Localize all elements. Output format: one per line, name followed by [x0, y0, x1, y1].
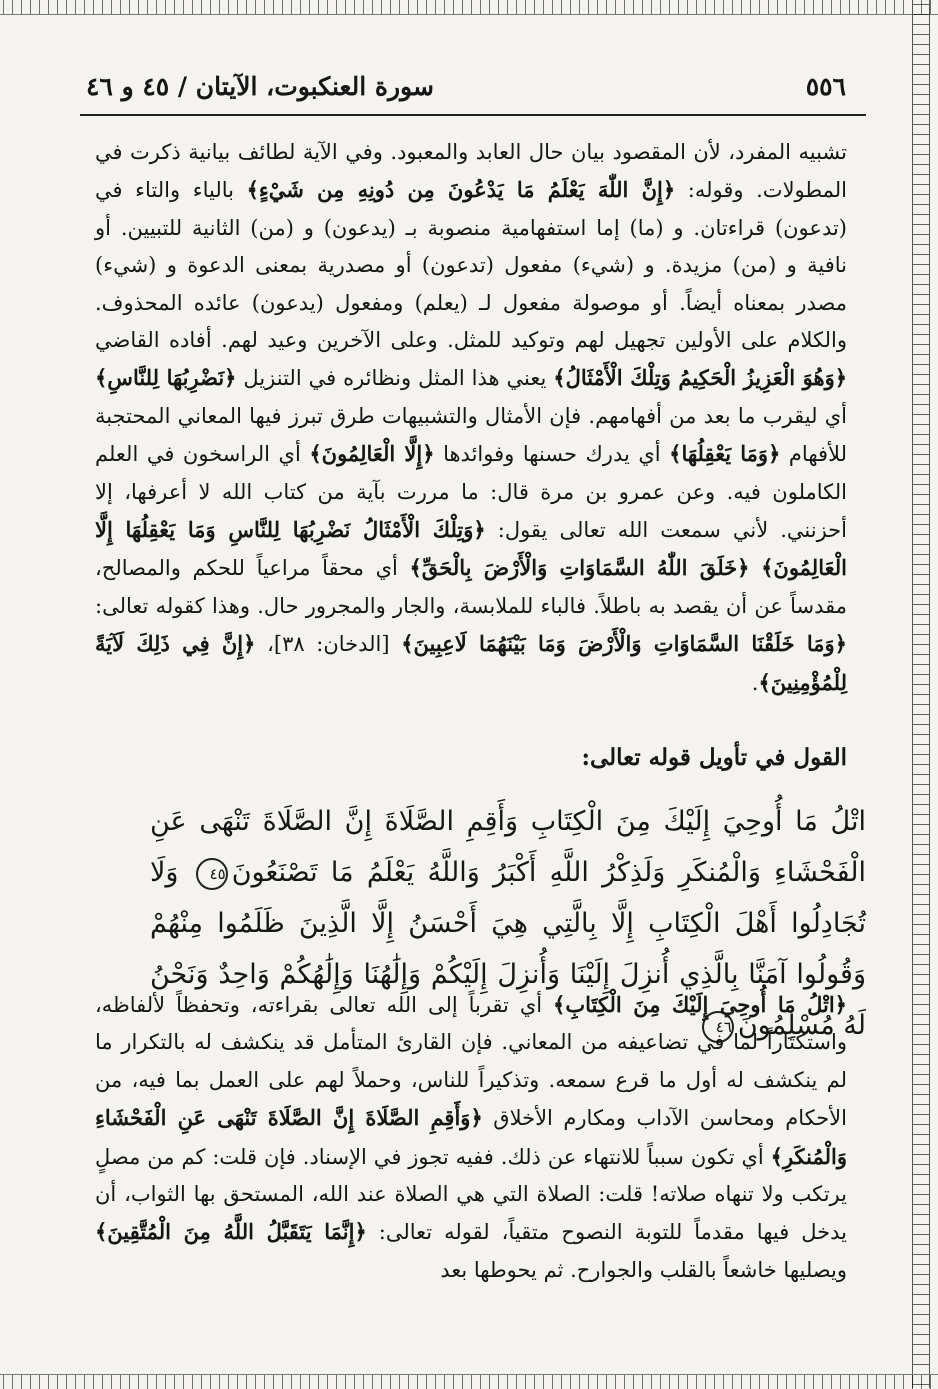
quran-quote: ﴿إِنَّ اللّٰهَ يَعْلَمُ مَا يَدْعُونَ مِن دُونِهِ مِن شَيْءٍ﴾ — [246, 177, 676, 203]
quran-quote: ﴿اتْلُ مَا أُوحِيَ إِلَيْكَ مِنَ الْكِتَابِ﴾ — [553, 992, 847, 1017]
text-run: بالياء والتاء في (تدعون) قراءتان. و (ما) إما استفهامية منصوبة بـ (يدعون) و (من) الثانية للتبيين. أو نافية و (من) مزيدة. و (شيء) مفعول (تدعون) أو مصدرية بمعنى الدعوة و (شيء) مصدر بمعناه أيضاً. أو موصولة مفعول لـ (يعلم) ومفعول (يدعون) عائده المحذوف. والكلام على الأولين تجهيل لهم وتوكيد للمثل. وعلى الآخرين وعيد لهم. أفاده القاضي — [95, 178, 847, 353]
verse-text: وَلَا تُجَادِلُوا أَهْلَ الْكِتَابِ إِلَّا بِالَّتِي هِيَ أَحْسَنُ إِلَّا الَّذِينَ ظَلَمُوا مِنْهُمْ وَقُولُوا آمَنَّا بِالَّذِي أُنزِلَ إِلَيْنَا وَأُنزِلَ إِلَيْكُمْ وَإِلَٰهُنَا وَإِلَٰهُكُمْ وَاحِدٌ وَنَحْنُ لَهُ مُسْلِمُونَ — [150, 857, 866, 1041]
quran-quote: ﴿وَتِلْكَ الْأَمْثَالُ نَضْرِبُهَا لِلنَّاسِ وَمَا يَعْقِلُهَا إِلَّا الْعَالِمُونَ﴾ — [95, 517, 847, 581]
quran-quote: ﴿إِنَّمَا يَتَقَبَّلُ اللَّهُ مِنَ الْمُتَّقِينَ﴾ — [95, 1219, 367, 1245]
quran-quote: ﴿إِنَّ فِي ذَلِكَ لَآيَةً لِلْمُؤْمِنِينَ﴾ — [95, 631, 847, 695]
text-run: . — [751, 670, 759, 695]
text-run: أي ليقرب ما بعد من أفهامهم. فإن الأمثال والتشبيهات طرق تبرز فيها المعاني المحتجبة للأفهام — [95, 403, 847, 467]
verse-text: اتْلُ مَا أُوحِيَ إِلَيْكَ مِنَ الْكِتَابِ وَأَقِمِ الصَّلَاةَ إِنَّ الصَّلَاةَ تَنْهَى عَنِ الْفَحْشَاءِ وَالْمُنكَرِ وَلَذِكْرُ اللَّهِ أَكْبَرُ وَاللَّهُ يَعْلَمُ مَا تَصْنَعُونَ — [150, 806, 866, 888]
quran-quote: ﴿وَمَا يَعْقِلُهَا﴾ — [669, 441, 781, 467]
quran-quote: ﴿إِلَّا الْعَالِمُونَ﴾ — [309, 441, 435, 467]
running-header — [80, 72, 862, 112]
quran-quote: ﴿وَهُوَ الْعَزِيزُ الْحَكِيمُ وَتِلْكَ الْأَمْثَالُ﴾ — [553, 365, 848, 391]
section-heading: القول في تأويل قوله تعالى: — [581, 744, 847, 771]
ornamental-border-right — [912, 0, 930, 1388]
text-run: يعني هذا المثل ونظائره في التنزيل — [236, 366, 554, 391]
header-title: سورة العنكبوت، الآيتان / ٤٥ و ٤٦ — [86, 72, 434, 101]
text-run: أي محقاً مراعياً للحكم والمصالح، مقدساً عن أن يقصد به باطلاً. فالباء للملابسة، والجار والمجرور حال. وهذا كقوله تعالى: — [95, 556, 847, 618]
text-run: ويصليها خاشعاً بالقلب والجوارح. ثم يحوطها بعد — [440, 1257, 847, 1282]
quran-quote: ﴿وَمَا خَلَقْنَا السَّمَاوَاتِ وَالْأَرْضَ وَمَا بَيْنَهُمَا لَاعِبِينَ﴾ — [401, 631, 847, 657]
verse-number-marker: ٤٥ — [196, 858, 228, 890]
commentary-paragraph-2 — [95, 986, 847, 1289]
page-number: ٥٥٦ — [805, 72, 846, 101]
text-run: أي الراسخون في العلم الكاملون فيه. وعن عمرو بن مرة قال: ما مررت بآية من كتاب الله لا أعرفها، إلا أحزنني. لأني سمعت الله تعالى يقول: — [95, 442, 847, 543]
text-run — [749, 556, 761, 580]
quran-quote: ﴿خَلَقَ اللّٰهُ السَّمَاوَاتِ وَالْأَرْضَ بِالْحَقِّ﴾ — [409, 555, 750, 581]
quran-quote: ﴿وَأَقِمِ الصَّلَاةَ إِنَّ الصَّلَاةَ تَنْهَى عَنِ الْفَحْشَاءِ وَالْمُنكَرِ﴾ — [95, 1105, 847, 1169]
ornamental-border-bottom — [0, 1374, 938, 1389]
text-run: تشبيه المفرد، لأن المقصود بيان حال العابد والمعبود. وفي الآية لطائف بيانية ذكرت في المطولات. وقوله: — [95, 140, 847, 203]
quran-quote: ﴿نَضْرِبُهَا لِلنَّاسِ﴾ — [95, 365, 237, 391]
header-rule — [80, 114, 866, 116]
verse-number-marker: ٤٦ — [702, 1011, 734, 1043]
text-run: أي تقرباً إلى الله تعالى بقراءته، وتحفظاً لألفاظه، واستكثاراً لما في تضاعيفه من المعاني. فإن القارئ المتأمل قد ينكشف له بالتكرار ما لم ينكشف له أول ما قرع سمعه. وتذكيراً للناس، وحملاً لهم على العمل بما فيه، من الأحكام ومحاسن الآداب ومكارم الأخلاق — [95, 993, 847, 1131]
commentary-paragraph-1 — [95, 134, 847, 702]
text-run: [الدخان: ٣٨]، — [255, 632, 402, 657]
text-run: أي يدرك حسنها وفوائدها — [434, 442, 670, 467]
text-run: أي تكون سبباً للانتهاء عن ذلك. ففيه تجوز في الإسناد. فإن قلت: كم من مصلٍ يرتكب ولا تنهاه صلاته! قلت: الصلاة التي هي الصلاة عند الله، المستحق بها الثواب، أن يدخل فيها مقدماً للتوبة النصوح متقياً، لقوله تعالى: — [95, 1144, 848, 1245]
ornamental-border-top — [0, 0, 938, 15]
